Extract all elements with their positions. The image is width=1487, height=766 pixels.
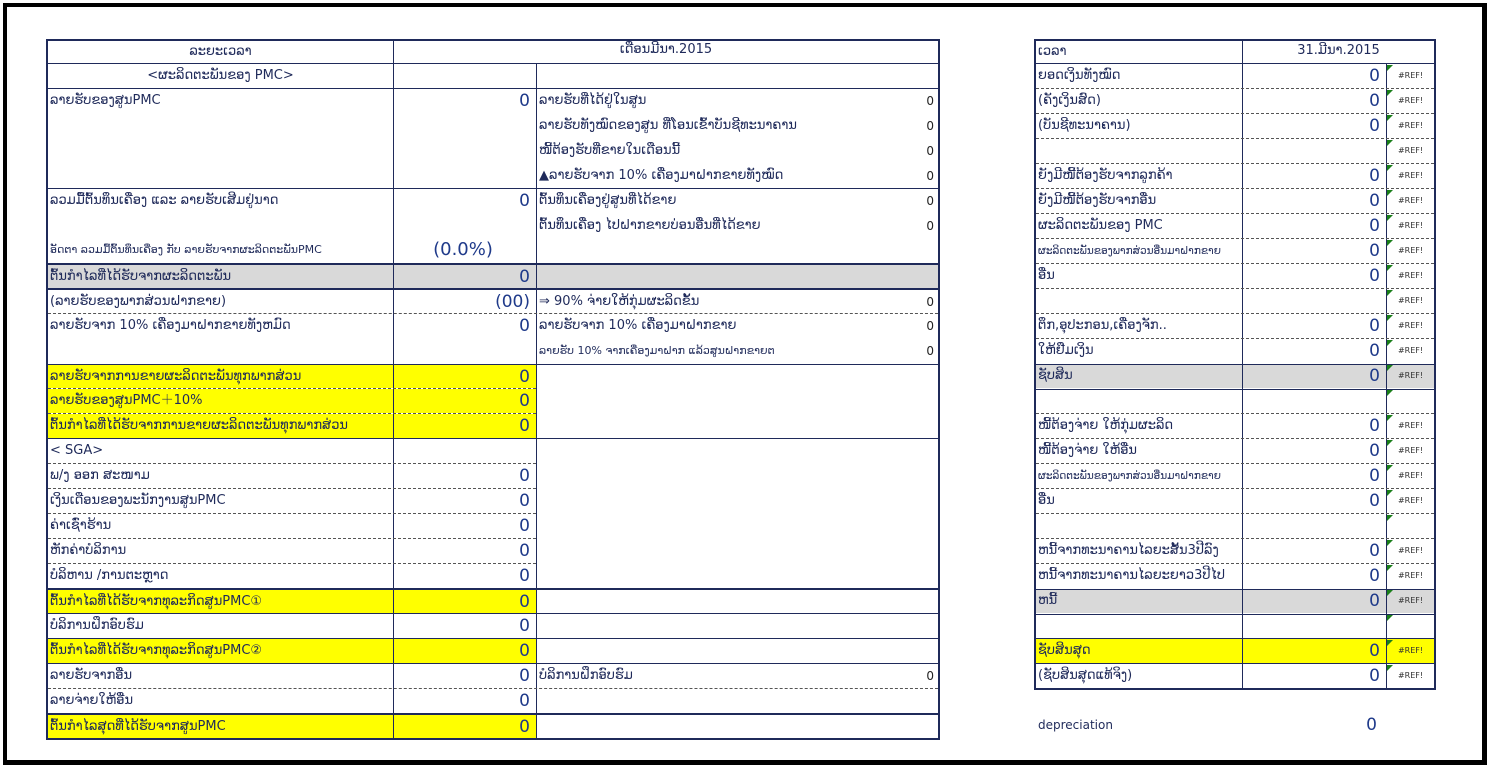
balance-row-value [1243,139,1386,163]
row-value: 0 [519,316,530,336]
detail-label: ລາຍຮັບຈາກ 10% ເຄື່ອງມາຝາກຂາຍ [539,318,737,333]
row-label: ຕົ້ນກຳໄລທີ່ໄດ້ຮັບຈາກທຸລະກິດສູນPMC① [48,590,393,613]
comment-marker [1387,440,1393,446]
detail-value: 0 [926,169,934,183]
balance-row-value [1243,514,1386,538]
balance-row-value: 0 [1369,541,1380,561]
period-label: ລະຍະເວລາ [189,44,252,59]
row-label: ເງິນເດືອນຂອງພະນັກງານສູນPMC [50,493,226,508]
time-label: ເວລາ [1038,44,1067,59]
detail-value: 0 [926,219,934,233]
balance-row-value: 0 [1369,316,1380,336]
comment-marker [1387,365,1393,371]
row-label: ຕົ້ນກຳໄລສຸດທີ່ໄດ້ຮັບຈາກສູນPMC [48,715,393,738]
detail-label: ຕົ້ນທຶນເຄື່ອງ ໄປຝາກຂາຍບ່ອນອື່ນທີ່ໄດ້ຂາຍ [539,218,761,233]
row-label: ຕົ້ນກຳໄລທີ່ໄດ້ຮັບຈາກການຂາຍຜະລິດຕະພັນທຸກພາກສ່ວນ [48,414,393,438]
balance-row-label [1036,614,1242,638]
balance-row-value: 0 [1369,416,1380,436]
balance-row-value: 0 [1369,91,1380,111]
row-value: 0 [394,389,536,413]
balance-row-label [1036,514,1242,538]
period-value: ເດືອນມີນາ.2015 [619,42,713,57]
comment-marker [1387,240,1393,246]
row-value: 0 [394,365,536,388]
row-label: ລາຍຮັບຈາກການຂາຍຜະລິດຕະພັນທຸກພາກສ່ວນ [48,365,393,388]
ref-error-cell: #REF! [1397,446,1424,455]
balance-row-label: ຜະລິດຕະພັນຂອງ PMC [1038,218,1163,233]
row-value: 0 [519,616,530,636]
row-value: 0 [394,414,536,438]
depreciation-label: depreciation [1038,718,1113,732]
balance-row-label: ຜະລິດຕະພັນຂອງພາກສ່ວນອື່ນມາຝາກຂາຍ [1038,245,1221,257]
ref-error-cell [1387,389,1434,413]
row-label: ລາຍຈ່າຍໃຫ້ອື່ນ [50,693,134,708]
comment-marker [1387,265,1393,271]
row-label: ຄ່າເຊົ່າຮ້ານ [50,518,112,533]
balance-row-value: 0 [1243,639,1386,663]
depreciation-value: 0 [1366,715,1377,735]
ref-error-cell: #REF! [1397,296,1424,305]
comment-marker [1387,465,1393,471]
row-value: 0 [519,566,530,586]
row-label: ລາຍຮັບຈາກອື່ນ [50,668,133,683]
ref-error-cell: #REF! [1387,364,1434,388]
detail-value: 0 [926,194,934,208]
balance-row-value: 0 [1369,266,1380,286]
detail-value: 0 [926,295,934,309]
balance-row-label: (ຊັບສິນສຸດແທ້ຈິງ) [1038,668,1133,683]
comment-marker [1387,490,1393,496]
comment-marker [1387,515,1393,521]
balance-row-label: ຍອດເງິນທັງໝົດ [1038,68,1121,83]
ref-error-cell: #REF! [1397,421,1424,430]
comment-marker [1387,90,1393,96]
row-value: (00) [495,292,530,312]
row-label: ອັດຕາ ລວມມື້ຕົ້ນທຶນເຄື່ອງ ກັບ ລາຍຮັບຈາກຜະລິດຕະພັນPMC [50,243,322,256]
row-label: ບໍລິການຝຶກອົບຮົມ [50,618,144,633]
row-value: 0 [519,466,530,486]
balance-row-label: ໃຫ້ຢືມເງິນ [1038,343,1094,358]
row-value: 0 [519,691,530,711]
balance-row-value: 0 [1369,566,1380,586]
row-label: ຕົ້ນກຳໄລທີ່ໄດ້ຮັບຈາກທຸລະກິດສູນPMC② [48,639,393,663]
row-label: ລາຍຮັບຂອງສູນPMC＋10% [48,389,393,413]
balance-row-value: 0 [1369,66,1380,86]
row-value: 0 [519,541,530,561]
ref-error-cell: #REF! [1397,96,1424,105]
balance-row-label: ຫນີ້ [1036,589,1242,613]
balance-row-label: ຜະລິດຕະພັນຂອງພາກສ່ວນອື່ນມາຝາກຂາຍ [1038,470,1221,482]
detail-label: ບໍລິການຝຶກອົບຮົມ [539,668,633,683]
row-label: ບໍລິຫານ /ການຕະຫຼາດ [50,568,169,583]
comment-marker [1387,190,1393,196]
comment-marker [1387,540,1393,546]
comment-marker [1387,215,1393,221]
detail-label: ລາຍຮັບທີ່ໄດ້ຢູ່ໃນສູນ [539,93,647,108]
comment-marker [1387,415,1393,421]
row-value: 0 [394,639,536,663]
detail-value: 0 [926,94,934,108]
balance-row-label: ຍັງມີໜີ້ຕ້ອງຮັບຈາກອື່ນ [1038,193,1157,208]
balance-row-label: (ບັນຊີທະນາຄານ) [1038,118,1131,133]
balance-row-value: 0 [1369,466,1380,486]
row-label: ຫັກຄ່າບໍລິການ [50,543,127,558]
comment-marker [1387,565,1393,571]
ref-error-cell: #REF! [1397,471,1424,480]
row-value: 0 [519,191,530,211]
ref-error-cell: #REF! [1397,171,1424,180]
row-value: 0 [519,516,530,536]
balance-row-value: 0 [1369,191,1380,211]
row-value: 0 [394,590,536,613]
balance-row-label: (ຄັງເງິນສົດ) [1038,93,1101,108]
balance-row-value: 0 [1369,216,1380,236]
balance-row-value: 0 [1369,341,1380,361]
row-value: 0 [519,91,530,111]
ref-error-cell: #REF! [1397,496,1424,505]
balance-row-value: 0 [1369,241,1380,261]
balance-row-label: ຊັບສິນສຸດ [1036,639,1242,663]
balance-row-value: 0 [1369,491,1380,511]
balance-row-value [1243,289,1386,313]
comment-marker [1387,640,1393,646]
ref-error-cell: #REF! [1397,321,1424,330]
detail-value: 0 [926,144,934,158]
row-value: 0 [519,666,530,686]
detail-value: 0 [926,344,934,358]
balance-row-value: 0 [1369,441,1380,461]
comment-marker [1387,340,1393,346]
ref-error-cell: #REF! [1397,571,1424,580]
ref-error-cell: #REF! [1397,271,1424,280]
detail-label: ⇒ 90% ຈ່າຍໃຫ້ກຸ່ມຜະລິດຂັ້ນ [539,294,700,309]
ref-error-cell: #REF! [1397,196,1424,205]
row-label: ລາຍຮັບຂອງສູນPMC [50,93,161,108]
detail-value: 0 [926,119,934,133]
detail-label: ລາຍຮັບທັງໝົດຂອງສູນ ທີ່ໂອນເຂົ້າບັນຊີທະນາຄານ [539,118,797,133]
detail-value: 0 [926,319,934,333]
balance-row-label: ຫນີ້ຈາກທະນາຄານໄລຍະຍາວ3ປີໄປ [1038,568,1225,583]
comment-marker [1387,590,1393,596]
ref-error-cell [1387,614,1434,638]
balance-row-label: ໜີ້ຕ້ອງຈ່າຍ ໃຫ້ກຸ່ມຜະລິດ [1038,418,1174,433]
ref-error-cell: #REF! [1397,346,1424,355]
row-label: ພ/ງ ອອກ ສະໜາມ [50,468,150,483]
comment-marker [1387,315,1393,321]
row-label: ລວມມື້ຕົ້ນທຶນເຄື່ອງ ແລະ ລາຍຮັບເສີມຢູ່ນາດ [50,193,279,208]
balance-row-label: ຍັງມີໜີ້ຕ້ອງຮັບຈາກລູກຄ້າ [1038,168,1173,183]
balance-row-label [1036,389,1242,413]
balance-row-value: 0 [1369,166,1380,186]
ref-error-cell: #REF! [1397,546,1424,555]
gray-fill [537,265,938,288]
pmc-section-title: <ຜະລິດຕະພັນຂອງ PMC> [147,68,294,83]
balance-row-value: 0 [1243,364,1386,388]
row-label: ຕົ້ນກຳໄລທີ່ໄດ້ຮັບຈາກຜະລິດຕະພັນ [48,265,393,288]
date-value: 31.ມີນາ.2015 [1297,43,1380,58]
ref-error-cell: #REF! [1397,221,1424,230]
balance-row-label: ຕຶກ,ອຸປະກອນ,ເຄື່ອງຈັກ.. [1038,318,1167,333]
row-value: 0 [519,491,530,511]
sga-section-title: < SGA> [50,443,104,458]
ref-error-cell: #REF! [1397,71,1424,80]
comment-marker [1387,615,1393,621]
balance-row-value [1243,389,1386,413]
balance-row-value [1243,614,1386,638]
ref-error-cell [1387,514,1434,538]
detail-label: ຕົ້ນທຶນເຄື່ອງຢູ່ສູນທີ່ໄດ້ຂາຍ [539,193,677,208]
comment-marker [1387,665,1393,671]
comment-marker [1387,390,1393,396]
comment-marker [1387,140,1393,146]
ref-error-cell: #REF! [1397,671,1424,680]
balance-row-value: 0 [1243,589,1386,613]
ref-error-cell: #REF! [1397,246,1424,255]
balance-row-label [1036,289,1242,313]
ref-error-cell: #REF! [1387,589,1434,613]
row-label: ລາຍຮັບຈາກ 10% ເຄື່ອງມາຝາກຂາຍທັງຫມົດ [50,318,291,333]
balance-row-label: ອື່ນ [1038,493,1055,508]
balance-row-label: ຊັບສິນ [1036,364,1242,388]
detail-value: 0 [926,669,934,683]
detail-label: ໜີ້ຕ້ອງຮັບທີ່ຂາຍໃນເດືອນນີ້ [539,143,681,158]
row-value: 0 [394,715,536,738]
comment-marker [1387,115,1393,121]
ref-error-cell: #REF! [1397,121,1424,130]
comment-marker [1387,65,1393,71]
comment-marker [1387,290,1393,296]
balance-row-value: 0 [1369,116,1380,136]
ref-error-cell: #REF! [1397,146,1424,155]
balance-row-value: 0 [1369,666,1380,686]
row-value: (0.0%) [433,239,493,260]
balance-row-label [1036,139,1242,163]
detail-label: ລາຍຮັບ 10% ຈາກເຄື່ອງມາຝາກ ແລ້ວສູນຝາກຂາຍຕ [539,344,775,357]
balance-row-label: ຫນີ້ຈາກທະນາຄານໄລຍະສັ້ນ3ປີລົງ [1038,543,1219,558]
comment-marker [1387,165,1393,171]
row-label: (ລາຍຮັບຂອງພາກສ່ວນຝາກຂາຍ) [50,294,227,309]
detail-label: ▲ລາຍຮັບຈາກ 10% ເຄື່ອງມາຝາກຂາຍທັງໝົດ [539,168,784,183]
balance-row-label: ອື່ນ [1038,268,1055,283]
row-value: 0 [394,265,536,288]
balance-row-label: ໜີ້ຕ້ອງຈ່າຍ ໃຫ້ອື່ນ [1038,443,1137,458]
ref-error-cell: #REF! [1387,639,1434,663]
